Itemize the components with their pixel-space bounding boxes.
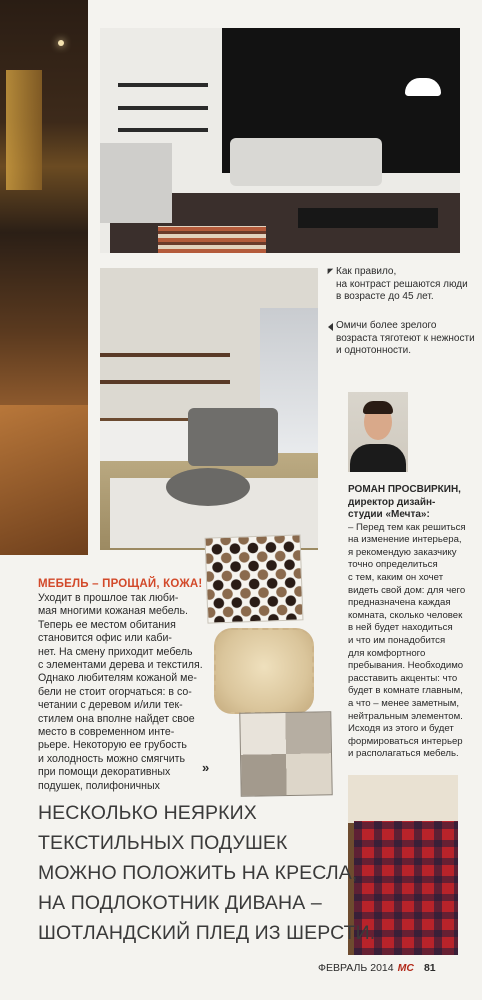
pull-quote-line: МОЖНО ПОЛОЖИТЬ НА КРЕСЛА, xyxy=(38,862,358,884)
expert-quote-line: видеть свой дом: для чего xyxy=(348,584,466,596)
expert-quote-line: в ней будет находиться xyxy=(348,622,453,634)
caption-line: Омичи более зрелого xyxy=(336,320,437,331)
article-line: подушек, полифоничных xyxy=(38,779,160,792)
article-line: Однако любителям кожаной ме- xyxy=(38,672,197,685)
ceiling-lamp xyxy=(58,40,64,46)
expert-quote-line: – Перед тем как решиться xyxy=(348,521,466,533)
biscuit-pillow xyxy=(214,628,314,714)
wall-shelf xyxy=(118,106,208,110)
article-line: и холодность можно смягчить xyxy=(38,752,186,765)
article-line: четании с деревом и/или тек- xyxy=(38,699,183,712)
expert-portrait xyxy=(348,392,408,472)
expert-quote-line: с тем, каким он хочет xyxy=(348,572,444,584)
grey-armchair xyxy=(188,408,278,466)
polka-dot-pillow xyxy=(205,534,304,623)
expert-name: РОМАН ПРОСВИРКИН, xyxy=(348,484,461,495)
page-footer xyxy=(318,962,436,974)
caption-contrast xyxy=(336,266,468,304)
expert-quote-line: и располагаться мебель. xyxy=(348,748,459,760)
wall-shelf xyxy=(100,353,230,357)
page-number: 81 xyxy=(423,962,436,974)
article-line: с элементами дерева и текстиля. xyxy=(38,659,203,672)
article-line: Уходит в прошлое так люби- xyxy=(38,592,179,604)
expert-quote-line: комната, сколько человек xyxy=(348,609,463,621)
expert-position: директор дизайн- xyxy=(348,496,436,508)
white-sofa xyxy=(230,138,382,186)
expert-sidebar xyxy=(348,484,466,761)
pendant-lamp xyxy=(405,78,441,96)
article-line: рьере. Некоторую ее грубость xyxy=(38,739,187,752)
wall-shelf xyxy=(118,83,208,87)
expert-quote-line: расставить акценты: что xyxy=(348,672,458,684)
expert-quote-line: нейтральным элементом. xyxy=(348,710,463,722)
article-line: при помощи декоративных xyxy=(38,766,171,779)
doorway-glow xyxy=(6,70,42,190)
round-pouf xyxy=(166,468,250,506)
expert-quote-line: формироваться интерьер xyxy=(348,735,463,747)
caption-line: в возрасте до 45 лет. xyxy=(336,291,434,302)
caption-older xyxy=(336,320,475,358)
living-room-photo-neutral xyxy=(100,268,318,550)
expert-quote-line: предназначена каждая xyxy=(348,597,451,609)
caption-line: Как правило, xyxy=(336,266,397,277)
expert-quote-line: и что им понадобится xyxy=(348,635,446,647)
pull-quote-line: ТЕКСТИЛЬНЫХ ПОДУШЕК xyxy=(38,832,288,854)
caption-line: возраста тяготеют к нежности xyxy=(336,332,475,344)
coffee-table xyxy=(298,208,438,228)
article-body xyxy=(38,592,203,793)
expert-quote-line: а что – менее заметным, xyxy=(348,698,460,709)
expert-quote-line: на изменение интерьера, xyxy=(348,534,462,546)
article-line: нет. На смену приходит мебель xyxy=(38,645,193,658)
caption-line: на контраст решаются люди xyxy=(336,278,468,290)
wood-floor xyxy=(0,405,88,555)
article-line: место в современном инте- xyxy=(38,726,175,739)
pull-quote xyxy=(38,798,375,948)
article-line: Теперь ее местом обитания xyxy=(38,618,176,631)
striped-ottoman xyxy=(158,226,266,253)
expert-quote-line: пребывания. Необходимо xyxy=(348,660,464,672)
patchwork-pillow xyxy=(239,711,332,797)
living-room-photo-contrast xyxy=(100,28,460,253)
expert-quote-line: Исходя из этого и будет xyxy=(348,723,454,735)
expert-quote-line: я рекомендую заказчику xyxy=(348,546,457,558)
wall-shelf xyxy=(118,128,208,132)
caption-line: и однотонности. xyxy=(336,345,411,356)
caption-arrow-icon xyxy=(325,266,333,274)
expert-quote-line: будет в комнате главным, xyxy=(348,685,463,697)
pull-quote-line: НА ПОДЛОКОТНИК ДИВАНА – xyxy=(38,892,322,914)
portrait-shirt xyxy=(350,444,406,472)
article-line: стилем она вполне найдет свое xyxy=(38,712,195,725)
interior-photo-left-strip xyxy=(0,0,88,555)
article-line: становится офис или каби- xyxy=(38,632,172,645)
pull-quote-line: ШОТЛАНДСКИЙ ПЛЕД ИЗ ШЕРСТИ. xyxy=(38,922,376,944)
magazine-logo: МС xyxy=(397,962,414,974)
expert-quote-line: точно определиться xyxy=(348,559,438,571)
white-armchair xyxy=(100,143,172,223)
expert-quote-line: для комфортного xyxy=(348,647,426,659)
article-line: мая многими кожаная мебель. xyxy=(38,605,188,618)
wall-shelf xyxy=(100,380,230,384)
issue-date: ФЕВРАЛЬ 2014 xyxy=(318,962,394,974)
article-line: бели не стоит огорчаться: в со- xyxy=(38,685,192,698)
caption-arrow-icon xyxy=(328,323,333,331)
expert-position: студии «Мечта»: xyxy=(348,509,430,521)
pull-quote-line: НЕСКОЛЬКО НЕЯРКИХ xyxy=(38,802,257,824)
continue-arrow-icon: » xyxy=(202,760,210,775)
article-title: МЕБЕЛЬ – ПРОЩАЙ, КОЖА! xyxy=(38,578,203,590)
portrait-hair xyxy=(363,401,393,414)
